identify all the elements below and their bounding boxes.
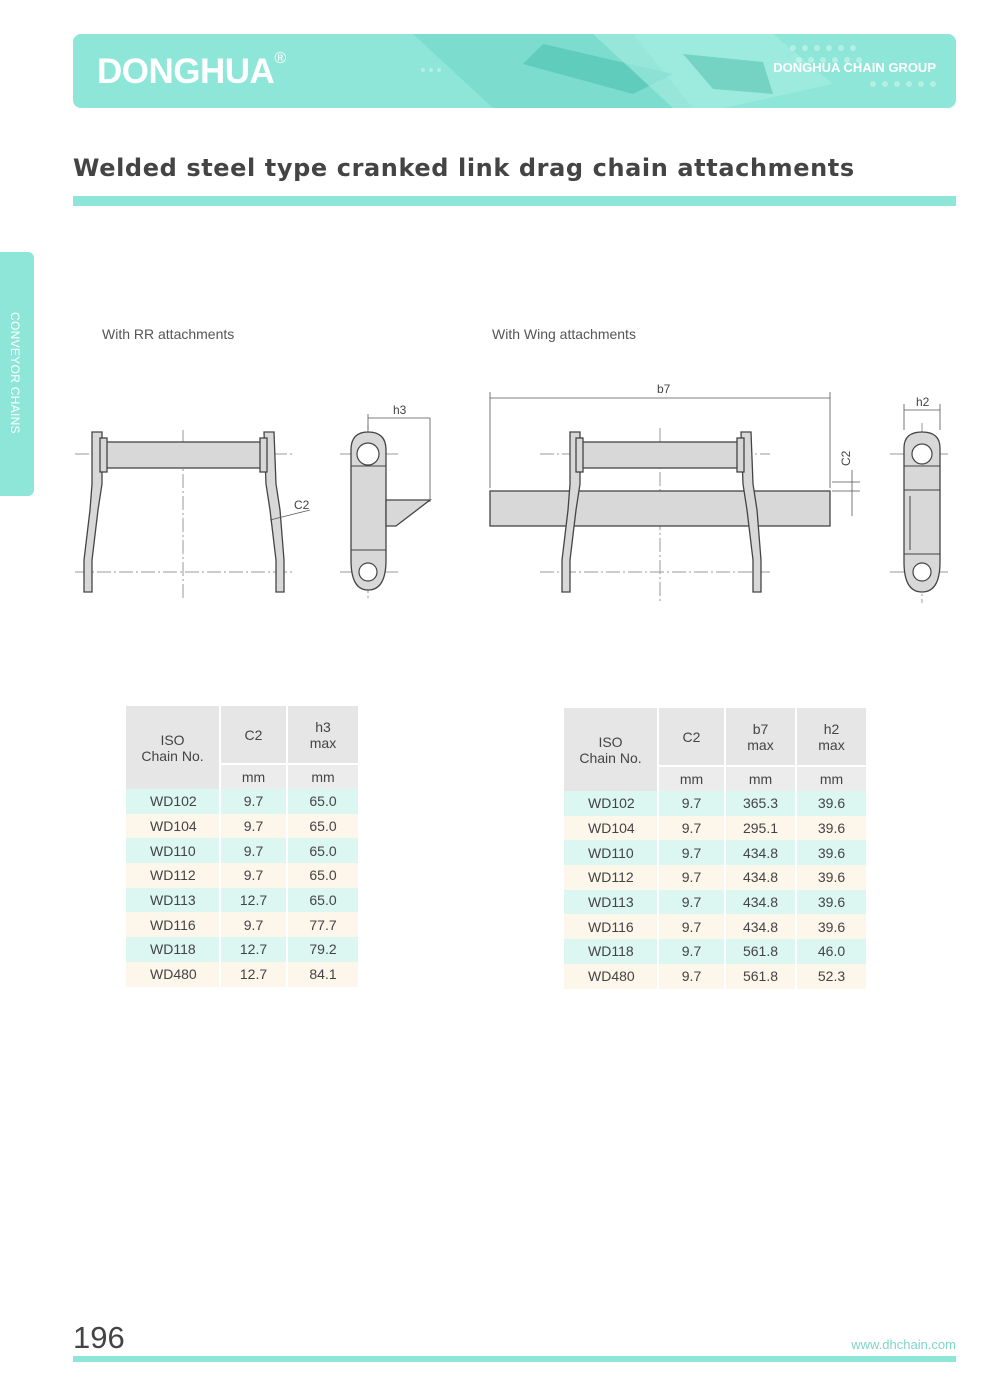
h3-value: 79.2: [287, 937, 358, 962]
c2-value: 9.7: [658, 964, 725, 989]
footer-divider: [73, 1356, 956, 1362]
unit-h3: mm: [287, 764, 358, 789]
table-row: [564, 865, 866, 890]
c2-value: 9.7: [658, 865, 725, 890]
chain-no: WD104: [126, 814, 220, 839]
chain-no: WD480: [126, 962, 220, 987]
group-name: DONGHUA CHAIN GROUP: [773, 60, 936, 75]
c2-value: 9.7: [658, 816, 725, 841]
c2-value: 9.7: [658, 890, 725, 915]
col-h2: h2 max: [796, 708, 866, 766]
table-row: [564, 890, 866, 915]
h2-value: 39.6: [796, 816, 866, 841]
h2-value: 39.6: [796, 865, 866, 890]
col-chain-no: ISO Chain No.: [564, 708, 658, 791]
h3-value: 77.7: [287, 912, 358, 937]
col-c2: C2: [658, 708, 725, 766]
wing-h2-label: h2: [916, 395, 930, 409]
c2-value: 9.7: [658, 840, 725, 865]
chain-no: WD116: [126, 912, 220, 937]
c2-value: 12.7: [220, 937, 287, 962]
col-chain-no: ISO Chain No.: [126, 706, 220, 789]
chain-no: WD118: [564, 939, 658, 964]
brand-logo: DONGHUA®: [97, 50, 286, 91]
b7-value: 434.8: [725, 865, 796, 890]
c2-value: 9.7: [220, 863, 287, 888]
unit-c2: mm: [658, 766, 725, 791]
chain-no: WD480: [564, 964, 658, 989]
rr-c2-label: C2: [294, 498, 310, 512]
h3-value: 65.0: [287, 814, 358, 839]
page-title: Welded steel type cranked link drag chain attachments: [73, 154, 855, 182]
table-row: [126, 789, 358, 814]
table-row: [126, 937, 358, 962]
title-divider: [73, 196, 956, 206]
b7-value: 434.8: [725, 914, 796, 939]
table-row: [564, 964, 866, 989]
table-row: [564, 840, 866, 865]
chain-no: WD112: [126, 863, 220, 888]
chain-no: WD113: [564, 890, 658, 915]
b7-value: 561.8: [725, 939, 796, 964]
header-banner: [73, 34, 956, 108]
table-row: [564, 914, 866, 939]
h3-value: 84.1: [287, 962, 358, 987]
section-side-tab-label: CONVEYOR CHAINS: [8, 312, 22, 434]
h2-value: 52.3: [796, 964, 866, 989]
table-row: [126, 888, 358, 913]
table-row: [126, 912, 358, 937]
c2-value: 9.7: [658, 939, 725, 964]
h3-value: 65.0: [287, 863, 358, 888]
rr-attachment-drawing: [70, 400, 450, 610]
col-h3: h3 max: [287, 706, 358, 764]
chain-no: WD102: [126, 789, 220, 814]
rr-spec-table: [126, 706, 358, 987]
wing-attachment-drawing: [480, 378, 960, 608]
c2-value: 9.7: [220, 789, 287, 814]
b7-value: 561.8: [725, 964, 796, 989]
chain-no: WD116: [564, 914, 658, 939]
col-b7: b7 max: [725, 708, 796, 766]
unit-h2: mm: [796, 766, 866, 791]
chain-no: WD110: [564, 840, 658, 865]
c2-value: 9.7: [220, 814, 287, 839]
c2-value: 9.7: [658, 914, 725, 939]
rr-caption: With RR attachments: [102, 326, 235, 342]
h3-value: 65.0: [287, 838, 358, 863]
chain-no: WD102: [564, 791, 658, 816]
c2-value: 9.7: [220, 912, 287, 937]
h3-value: 65.0: [287, 888, 358, 913]
h2-value: 39.6: [796, 840, 866, 865]
table-row: [564, 791, 866, 816]
b7-value: 434.8: [725, 890, 796, 915]
wing-spec-table: [564, 708, 866, 989]
unit-b7: mm: [725, 766, 796, 791]
rr-h3-label: h3: [393, 403, 407, 417]
chain-no: WD104: [564, 816, 658, 841]
wing-caption: With Wing attachments: [492, 326, 636, 342]
table-row: [126, 814, 358, 839]
table-row: [564, 939, 866, 964]
table-row: [126, 838, 358, 863]
page-number: 196: [73, 1320, 125, 1355]
c2-value: 9.7: [658, 791, 725, 816]
chain-no: WD112: [564, 865, 658, 890]
b7-value: 434.8: [725, 840, 796, 865]
chain-no: WD110: [126, 838, 220, 863]
h2-value: 39.6: [796, 890, 866, 915]
unit-c2: mm: [220, 764, 287, 789]
wing-b7-label: b7: [657, 382, 671, 396]
b7-value: 365.3: [725, 791, 796, 816]
table-row: [564, 816, 866, 841]
h2-value: 46.0: [796, 939, 866, 964]
h2-value: 39.6: [796, 914, 866, 939]
h2-value: 39.6: [796, 791, 866, 816]
section-side-tab: [0, 252, 34, 496]
wing-c2-label: C2: [839, 450, 853, 466]
chain-no: WD118: [126, 937, 220, 962]
c2-value: 12.7: [220, 888, 287, 913]
table-row: [126, 863, 358, 888]
b7-value: 295.1: [725, 816, 796, 841]
h3-value: 65.0: [287, 789, 358, 814]
c2-value: 9.7: [220, 838, 287, 863]
c2-value: 12.7: [220, 962, 287, 987]
website-link[interactable]: www.dhchain.com: [851, 1337, 956, 1352]
col-c2: C2: [220, 706, 287, 764]
table-row: [126, 962, 358, 987]
chain-no: WD113: [126, 888, 220, 913]
